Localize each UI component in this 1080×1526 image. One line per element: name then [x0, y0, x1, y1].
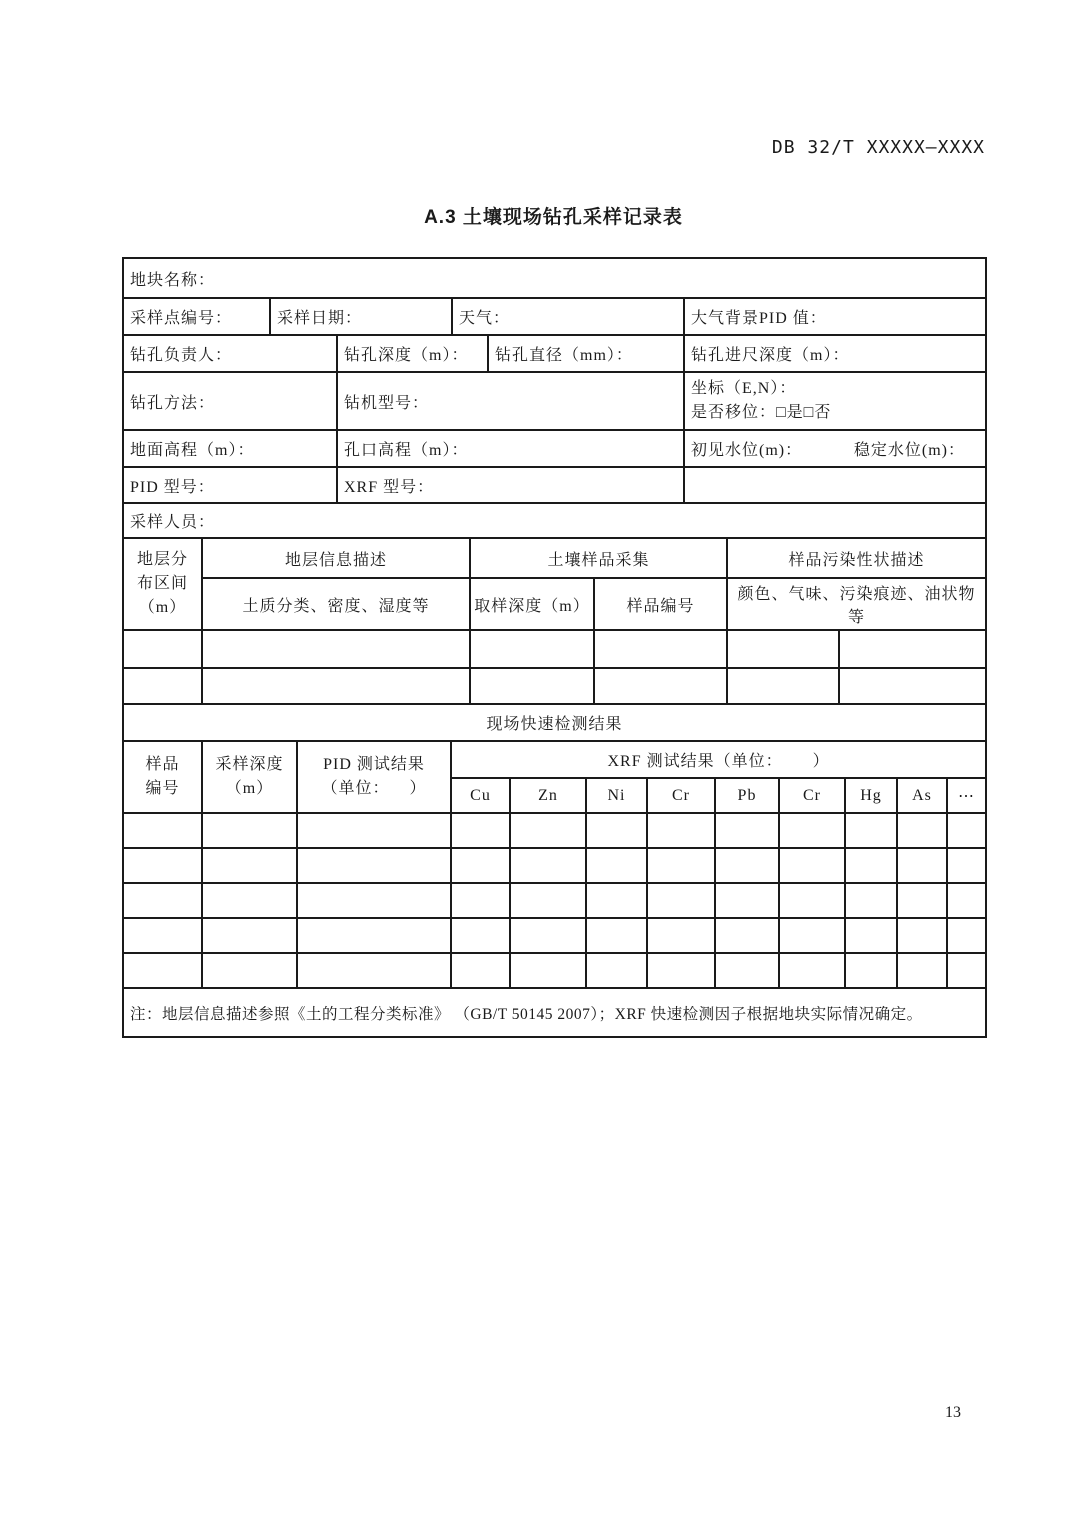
empty-cell — [839, 668, 986, 704]
empty-cell — [510, 953, 586, 988]
section-title-rapid: 现场快速检测结果 — [123, 704, 986, 741]
empty-cell — [510, 883, 586, 918]
info-table — [122, 257, 987, 539]
table-row — [123, 848, 986, 883]
strata-interval-line2: 布区间 — [136, 575, 188, 592]
pid-result-line1: PID 测试结果 — [323, 756, 425, 773]
field-drill-diameter: 钻孔直径（mm）： — [488, 335, 684, 372]
empty-cell — [297, 918, 451, 953]
field-drill-leader: 钻孔负责人： — [123, 335, 337, 372]
empty-cell — [297, 883, 451, 918]
field-ground-elev: 地面高程（m）： — [123, 430, 337, 467]
field-samplers: 采样人员： — [123, 503, 986, 538]
empty-cell — [897, 883, 947, 918]
pid-result-line2: （单位： ） — [321, 780, 427, 797]
empty-cell — [202, 630, 470, 668]
strata-interval-line3: （m） — [138, 599, 187, 616]
empty-cell — [897, 848, 947, 883]
empty-cell — [845, 848, 897, 883]
page-title: A.3 土壤现场钻孔采样记录表 — [424, 207, 683, 228]
col-pollution-desc: 样品污染性状描述 — [727, 538, 986, 578]
empty-cell — [123, 668, 202, 704]
empty-cell — [123, 630, 202, 668]
col-sampling-depth: 取样深度（m） — [470, 578, 594, 630]
col-sample-id: 样品编号 — [594, 578, 727, 630]
empty-cell — [586, 883, 647, 918]
page-number: 13 — [945, 1404, 961, 1421]
field-site-name: 地块名称： — [123, 258, 986, 298]
empty-cell — [510, 918, 586, 953]
empty-cell — [451, 918, 510, 953]
empty-cell — [123, 848, 202, 883]
empty-cell — [586, 953, 647, 988]
field-relocated: 是否移位：□是□否 — [691, 404, 832, 421]
col-element-zn: Zn — [510, 778, 586, 813]
sampling-record-form — [122, 257, 985, 1038]
empty-cell — [202, 883, 297, 918]
rapid-sample-id-line2: 编号 — [145, 780, 180, 797]
empty-cell — [647, 813, 715, 848]
field-sample-point: 采样点编号： — [123, 298, 270, 335]
empty-cell — [715, 883, 779, 918]
empty-cell — [715, 848, 779, 883]
empty-cell — [947, 883, 986, 918]
empty-cell — [845, 813, 897, 848]
col-rapid-depth — [202, 741, 297, 813]
rapid-sample-id-line1: 样品 — [145, 756, 180, 773]
empty-cell — [586, 848, 647, 883]
table-footnote: 注：地层信息描述参照《土的工程分类标准》 （GB/T 50145 2007）；XRF 快速检测因子根据地块实际情况确定。 — [123, 988, 986, 1037]
empty-cell — [845, 883, 897, 918]
empty-cell — [594, 668, 727, 704]
empty-cell — [839, 630, 986, 668]
col-soil-class: 土质分类、密度、湿度等 — [202, 578, 470, 630]
table-row — [123, 813, 986, 848]
empty-cell — [202, 848, 297, 883]
empty-cell — [297, 813, 451, 848]
col-rapid-sample-id — [123, 741, 202, 813]
rapid-detection-table — [122, 703, 987, 1038]
empty-cell — [451, 953, 510, 988]
empty-cell — [647, 918, 715, 953]
col-element-ni: Ni — [586, 778, 647, 813]
empty-cell — [586, 813, 647, 848]
field-initial-water: 初见水位(m)： — [691, 442, 803, 459]
empty-cell — [947, 918, 986, 953]
empty-cell — [779, 848, 845, 883]
col-element-as: As — [897, 778, 947, 813]
col-element-cr: Cr — [647, 778, 715, 813]
empty-cell — [897, 918, 947, 953]
empty-cell — [451, 883, 510, 918]
table-row — [123, 953, 986, 988]
field-sample-date: 采样日期： — [270, 298, 452, 335]
empty-cell — [715, 953, 779, 988]
col-soil-sampling: 土壤样品采集 — [470, 538, 727, 578]
empty-cell — [947, 848, 986, 883]
empty-cell — [202, 813, 297, 848]
table-row — [123, 918, 986, 953]
empty-cell — [123, 953, 202, 988]
empty-cell — [123, 918, 202, 953]
empty-cell — [202, 953, 297, 988]
empty-cell — [647, 883, 715, 918]
field-drill-depth: 钻孔深度（m）： — [337, 335, 488, 372]
col-xrf-result: XRF 测试结果（单位： ） — [451, 741, 986, 778]
empty-cell — [451, 813, 510, 848]
field-hole-elev: 孔口高程（m）： — [337, 430, 684, 467]
empty-cell — [470, 668, 594, 704]
empty-cell — [510, 848, 586, 883]
empty-cell — [297, 953, 451, 988]
empty-cell — [947, 953, 986, 988]
field-coordinate-relocate — [684, 372, 986, 430]
rapid-depth-line2: （m） — [225, 780, 274, 797]
empty-cell — [947, 813, 986, 848]
field-ambient-pid: 大气背景PID 值： — [684, 298, 986, 335]
empty-cell — [586, 918, 647, 953]
strata-table — [122, 537, 987, 705]
field-rig-model: 钻机型号： — [337, 372, 684, 430]
empty-cell — [897, 953, 947, 988]
empty-cell — [779, 813, 845, 848]
empty-cell — [845, 953, 897, 988]
field-water-levels — [684, 430, 986, 467]
empty-cell — [202, 668, 470, 704]
empty-cell — [123, 813, 202, 848]
empty-cell — [297, 848, 451, 883]
field-stable-water: 稳定水位(m)： — [853, 442, 966, 459]
empty-cell — [715, 813, 779, 848]
empty-cell — [594, 630, 727, 668]
field-xrf-model: XRF 型号： — [337, 467, 684, 503]
empty-cell — [727, 630, 839, 668]
col-element-pb: Pb — [715, 778, 779, 813]
rapid-depth-line1: 采样深度 — [215, 756, 284, 773]
empty-cell — [684, 467, 986, 503]
empty-cell — [470, 630, 594, 668]
empty-cell — [727, 668, 839, 704]
table-row — [123, 883, 986, 918]
empty-cell — [647, 848, 715, 883]
col-strata-info: 地层信息描述 — [202, 538, 470, 578]
col-element-cr2: Cr — [779, 778, 845, 813]
col-pid-result — [297, 741, 451, 813]
col-pollution-traits: 颜色、气味、污染痕迹、油状物等 — [727, 578, 986, 630]
empty-cell — [897, 813, 947, 848]
empty-cell — [779, 918, 845, 953]
empty-cell — [510, 813, 586, 848]
empty-cell — [779, 953, 845, 988]
empty-cell — [845, 918, 897, 953]
empty-cell — [779, 883, 845, 918]
col-strata-interval — [123, 538, 202, 630]
field-drill-method: 钻孔方法： — [123, 372, 337, 430]
col-element-more: ⋯ — [947, 778, 986, 813]
empty-cell — [202, 918, 297, 953]
empty-cell — [451, 848, 510, 883]
empty-cell — [647, 953, 715, 988]
empty-cell — [715, 918, 779, 953]
col-element-cu: Cu — [451, 778, 510, 813]
field-advance-depth: 钻孔进尺深度（m）： — [684, 335, 986, 372]
col-element-hg: Hg — [845, 778, 897, 813]
field-weather: 天气： — [452, 298, 684, 335]
field-coordinate: 坐标（E,N）： — [691, 380, 797, 397]
doc-code: DB 32/T XXXXX—XXXX — [771, 137, 985, 158]
empty-cell — [123, 883, 202, 918]
strata-interval-line1: 地层分 — [136, 551, 188, 568]
field-pid-model: PID 型号： — [123, 467, 337, 503]
